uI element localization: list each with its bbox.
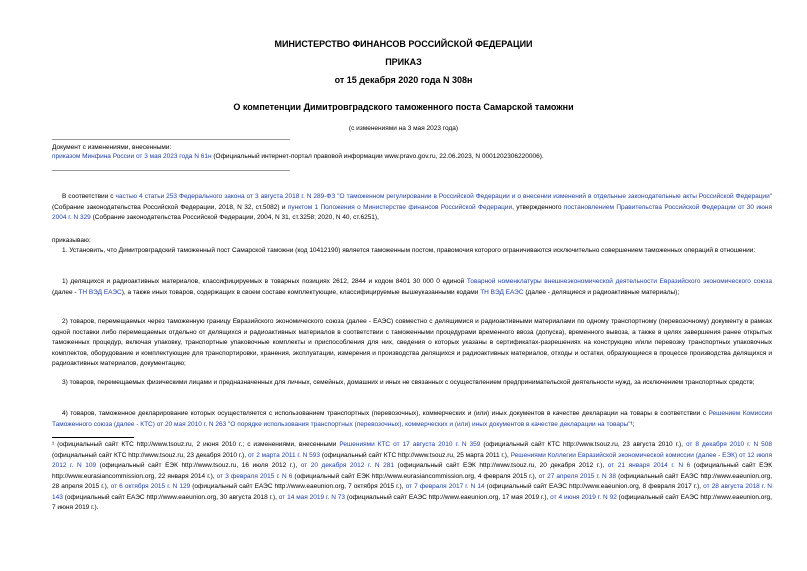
footnote-link[interactable]: от 2 марта 2011 г. N 593 <box>247 451 320 459</box>
footnote-rule <box>52 437 134 438</box>
footnote-link[interactable]: от 8 декабря 2010 г. N 508 <box>685 441 773 448</box>
amendments-block <box>52 143 772 161</box>
subitem-1-text-4: (далее - делящиеся и радиоактивные материалы); <box>523 288 680 296</box>
preamble-text-2: (Собрание законодательства Российской Федерации, 2018, N 32, ст.5082) и <box>52 203 288 211</box>
subitem-1-text-2: (далее - <box>52 288 79 296</box>
footnote-link[interactable]: от 28 августа 2018 г. N 143 <box>52 483 772 501</box>
subitem-2: 2) товаров, перемещаемых через таможенную границу Евразийского экономического союза (далее - ЕАЭС) совместно с делящимися и радиоактивными материалами по одному транспортному (перевозочному) документу в рамках одной поставки либо перемещаемых отдельно от делящихся и радиоактивных материалов в соответствии с таможенными процедурами временного ввоза (допуска), временного вывоза, а также в целях завершения ранее открытых таможенных процедур, включая упаковку, транспортные упаковочные комплекты и приспособления для них, сведения о которых указаны в сертификатах-разрешениях на конструкцию и/или перевозку транспортных упаковочных комплектов, оборудование и комплектующие для транспортировки, хранения, эксплуатации, измерения и производства делящихся и радиоактивных материалов, отходы и остатки, образующиеся в процессе производства делящихся и радиоактивных материалов, документацию; <box>52 318 772 367</box>
amendment-source: (Официальный интернет-портал правовой информации www.pravo.gov.ru, 22.06.2023, N 0001202306220006). <box>211 153 544 160</box>
footnote-link[interactable]: Решениями Коллегии Евразийской экономической комиссии (далее - ЕЭК) от 12 июля 2012 г. N 109 <box>52 451 772 469</box>
doc-type-heading: ПРИКАЗ <box>385 57 422 67</box>
ministry-heading: МИНИСТЕРСТВО ФИНАНСОВ РОССИЙСКОЙ ФЕДЕРАЦИИ <box>274 39 533 49</box>
revision-note: (с изменениями на 3 мая 2023 года) <box>348 125 459 132</box>
amendments-intro: Документ с изменениями, внесенными: <box>52 144 172 151</box>
subitem-1-text-1: 1) делящихся и радиоактивных материалов, классифицируемых в товарных позициях 2612, 2844 и кодом 8401 30 000 0 единой <box>62 278 467 285</box>
footnote-text: (официальный сайт ЕАЭС http://www.eaeunion.org, 7 июня 2019 г.). <box>52 493 772 511</box>
footnote-link[interactable]: от 20 декабря 2012 г. N 281 <box>300 462 395 469</box>
footnote-text: (официальный сайт ЕЭК http://www.tsouz.ru, 20 декабря 2012 г.), <box>394 462 608 469</box>
footnote-text: (официальный сайт ЕАЭС http://www.eaeunion.org, 30 августа 2018 г.), <box>62 493 279 501</box>
preamble-text-4: (Собрание законодательства Российской Федерации, 2004, N 31, ст.3258; 2020, N 40, ст.6251), <box>90 214 379 221</box>
tn-ved-abbr-link-2[interactable]: ТН ВЭД ЕАЭС <box>480 288 524 296</box>
footnote-text: (официальный сайт КТС http://www.tsouz.ru, 23 августа 2010 г.), <box>480 441 686 448</box>
regulation-link[interactable]: пунктом 1 Положения о Министерстве финансов Российской Федерации <box>287 203 513 211</box>
subitem-1 <box>52 277 772 298</box>
footnote-text: (официальный сайт КТС http://www.tsouz.ru, 25 марта 2011 г.), <box>320 451 511 459</box>
subitem-1-text-3: ), а также иных товаров, содержащих в своем составе комплектующие, классифицируемые вышеуказанными кодами <box>121 288 481 296</box>
footnote-link[interactable]: от 21 января 2014 г. N 6 <box>607 462 691 469</box>
item-1: 1. Установить, что Димитровградский таможенный пост Самарской таможни (код 10412190) является таможенным постом, правомочия которого ограничиваются исключительно совершением таможенных операций в отношении: <box>62 247 756 254</box>
subitem-3: 3) товаров, перемещаемых физическими лицами и предназначенных для личных, семейных, домашних и иных не связанных с осуществлением предпринимательской деятельности нужд, за исключением транспортных средств; <box>62 379 755 386</box>
footnote-text: (официальный сайт ЕАЭС http://www.eaeunion.org, 8 февраля 2017 г.), <box>484 483 704 490</box>
tn-ved-abbr-link-1[interactable]: ТН ВЭД ЕАЭС <box>78 288 122 296</box>
preamble-paragraph <box>52 192 772 224</box>
federal-law-link[interactable]: частью 4 статьи 253 Федерального закона от 3 августа 2018 г. N 289-ФЗ "О таможенном регулировании в Российской Федерации и о внесении изменений в отдельные законодательные акты Российской Федерации" <box>115 193 773 200</box>
subitem-4-text-1: 4) товаров, таможенное декларирование которых осуществляется с использованием транспортных (перевозочных), коммерческих и (или) иных документов в качестве декларации на товары в соответствии с <box>62 410 709 417</box>
footnote-link[interactable]: от 4 июня 2019 г. N 92 <box>550 493 617 501</box>
amendment-link[interactable]: приказом Минфина России от 3 мая 2023 года N 61н <box>52 153 212 160</box>
amendments-top-rule <box>52 139 290 140</box>
tn-ved-link[interactable]: Товарной номенклатуры внешнеэкономической деятельности Евразийского экономического союза <box>466 278 772 285</box>
footnote-link[interactable]: от 14 мая 2019 г. N 73 <box>278 493 346 501</box>
amendments-bottom-rule <box>52 170 290 171</box>
footnote-text: (официальный сайт ЕАЭС http://www.eaeunion.org, 28 апреля 2015 г.), <box>52 472 773 490</box>
doc-date-number: от 15 декабря 2020 года N 308н <box>334 75 473 85</box>
footnote-text: (официальный сайт КТС http://www.tsouz.ru, 23 декабря 2010 г.), <box>52 451 248 459</box>
footnote-text: (официальный сайт ЕЭК http://www.eurasiancommission.org, 22 января 2014 г.), <box>52 462 772 480</box>
amendments-line <box>52 152 772 161</box>
preamble-text-1: В соответствии с <box>62 193 116 200</box>
government-decree-link[interactable]: постановлением Правительства Российской Федерации от 30 июня 2004 г. N 329 <box>52 203 772 221</box>
footnote-link[interactable]: от 3 февраля 2015 г. N 6 <box>216 472 293 480</box>
doc-title: О компетенции Димитровградского таможенного поста Самарской таможни <box>233 102 574 112</box>
footnote-link[interactable]: Решениями КТС от 17 августа 2010 г. N 359 <box>339 441 481 448</box>
footnote-text: (официальный сайт ЕЭК http://www.tsouz.ru, 16 июля 2012 г.), <box>96 462 301 469</box>
footnote-text: (официальный сайт ЕЭК http://www.eurasiancommission.org, 4 февраля 2015 г.), <box>292 472 539 480</box>
footnote-text: (официальный сайт ЕАЭС http://www.eaeunion.org, 17 мая 2019 г.), <box>345 493 551 501</box>
footnote-link[interactable]: от 6 октября 2015 г. N 129 <box>110 483 191 490</box>
footnote <box>52 440 772 514</box>
footnote-link[interactable]: от 7 февраля 2017 г. N 14 <box>405 483 485 490</box>
subitem-4 <box>52 409 772 430</box>
footnote-link[interactable]: от 27 апреля 2015 г. N 38 <box>538 472 616 480</box>
preamble-text-3: , утвержденного <box>512 203 564 211</box>
order-word: приказываю: <box>52 237 91 244</box>
kts-decision-link[interactable]: Решением Комиссии Таможенного союза (далее - КТС) от 20 мая 2010 г. N 263 "О порядке использования транспортных (перевозочных), коммерческих и (или) иных документов в качестве декларации на товары" <box>52 410 772 428</box>
subitem-4-text-2: ¹; <box>630 420 635 428</box>
footnote-text: (официальный сайт ЕАЭС http://www.eaeunion.org, 7 октября 2015 г.), <box>190 483 406 490</box>
footnote-text: ¹ (официальный сайт КТС http://www.tsouz.ru, 2 июня 2010 г.; с изменениями, внесенными <box>52 441 340 448</box>
